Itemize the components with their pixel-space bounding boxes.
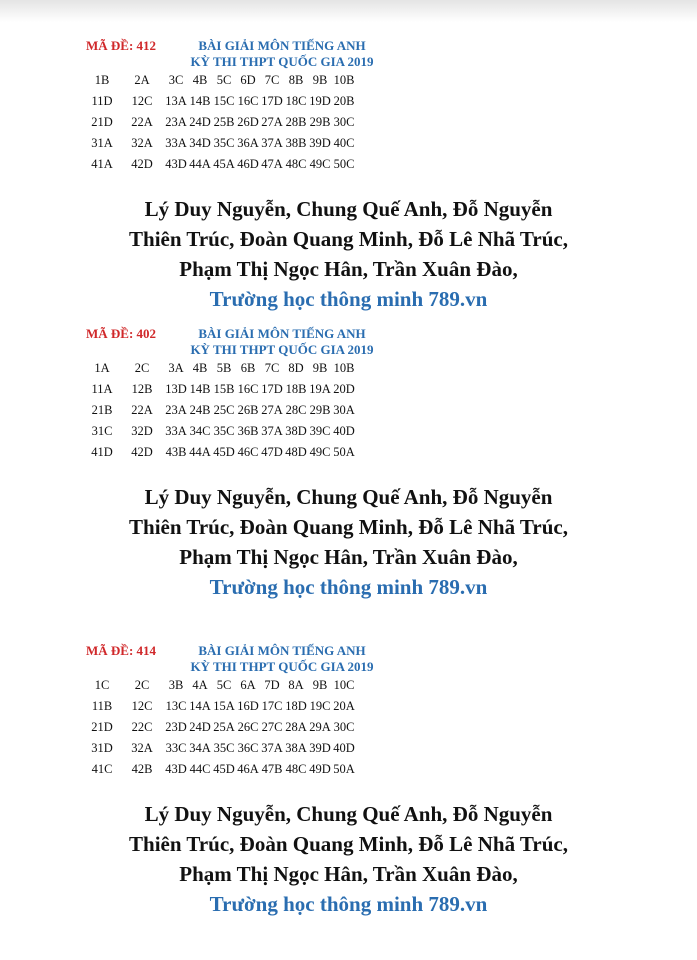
answer-row [84, 358, 356, 379]
answer-row [84, 759, 356, 780]
answer-cell: 12B [131, 382, 153, 396]
answer-cell: 23D [165, 720, 187, 734]
answer-cell: 6A [240, 678, 256, 692]
answer-cell: 35C [213, 424, 235, 438]
answer-cell: 31A [91, 136, 113, 150]
answer-cell: 8B [288, 73, 304, 87]
answer-cell: 48C [285, 762, 307, 776]
answer-cell: 41D [91, 445, 113, 459]
answer-cell: 48D [285, 445, 307, 459]
answer-cell: 14B [189, 382, 211, 396]
answer-section-412 [0, 38, 697, 311]
credit-line: Thiên Trúc, Đoàn Quang Minh, Đỗ Lê Nhã Trúc, [129, 515, 568, 539]
answer-cell: 20B [333, 94, 355, 108]
answer-cell: 14B [189, 94, 211, 108]
answer-cell: 46C [237, 445, 259, 459]
answer-cell: 35C [213, 136, 235, 150]
answer-cell: 26C [237, 720, 259, 734]
answer-row [84, 717, 356, 738]
answer-cell: 40C [333, 136, 355, 150]
answer-cell: 5C [216, 73, 232, 87]
answer-row [84, 154, 356, 175]
answer-cell: 26D [237, 115, 259, 129]
answer-cell: 50A [333, 762, 355, 776]
answer-cell: 42D [131, 445, 153, 459]
answer-cell: 10B [333, 361, 355, 375]
credit-line: Lý Duy Nguyễn, Chung Quế Anh, Đỗ Nguyễn [144, 197, 553, 221]
answer-cell: 17C [261, 699, 283, 713]
answer-cell: 30C [333, 115, 355, 129]
answer-cell: 18D [285, 699, 307, 713]
answer-cell: 36C [237, 741, 259, 755]
credit-line: Lý Duy Nguyễn, Chung Quế Anh, Đỗ Nguyễn [144, 802, 553, 826]
answer-cell: 9B [312, 678, 328, 692]
answer-cell: 4B [192, 361, 208, 375]
answer-cell: 34A [189, 741, 211, 755]
answer-cell: 18C [285, 94, 307, 108]
answer-row [84, 442, 356, 463]
section-title: BÀI GIẢI MÔN TIẾNG ANH [198, 38, 366, 53]
answer-cell: 30C [333, 720, 355, 734]
answer-cell: 37A [261, 136, 283, 150]
answer-cell: 3B [168, 678, 184, 692]
answer-cell: 15B [213, 382, 235, 396]
page-top-edge [0, 0, 697, 22]
answer-cell: 19C [309, 699, 331, 713]
answer-cell: 47D [261, 445, 283, 459]
answer-cell: 29A [309, 720, 331, 734]
school-name: Trường học thông minh 789.vn [209, 575, 488, 599]
answer-cell: 40D [333, 741, 355, 755]
answer-cell: 49D [309, 762, 331, 776]
credit-line: Thiên Trúc, Đoàn Quang Minh, Đỗ Lê Nhã Trúc, [129, 227, 568, 251]
answer-cell: 22A [131, 115, 153, 129]
answer-table [84, 70, 356, 175]
answer-cell: 11A [91, 382, 113, 396]
section-header [0, 643, 697, 679]
answer-cell: 40D [333, 424, 355, 438]
answer-cell: 9B [312, 361, 328, 375]
school-name: Trường học thông minh 789.vn [209, 287, 488, 311]
credit-line: Phạm Thị Ngọc Hân, Trần Xuân Đào, [179, 257, 518, 281]
answer-cell: 10B [333, 73, 355, 87]
answer-cell: 12C [131, 94, 153, 108]
answer-cell: 12C [131, 699, 153, 713]
answer-cell: 37A [261, 741, 283, 755]
answer-cell: 21D [91, 720, 113, 734]
answer-cell: 7D [264, 678, 280, 692]
answer-cell: 2C [134, 361, 150, 375]
answer-section-414 [0, 643, 697, 916]
answer-cell: 28A [285, 720, 307, 734]
answer-cell: 44A [189, 157, 211, 171]
credits-block [0, 799, 697, 919]
answer-cell: 27A [261, 403, 283, 417]
answer-cell: 23A [165, 403, 187, 417]
answer-cell: 16D [237, 699, 259, 713]
answer-cell: 16C [237, 94, 259, 108]
answer-cell: 17D [261, 382, 283, 396]
answer-cell: 24D [189, 720, 211, 734]
answer-cell: 4B [192, 73, 208, 87]
answer-cell: 2C [134, 678, 150, 692]
answer-cell: 36A [237, 136, 259, 150]
answer-cell: 34C [189, 424, 211, 438]
answer-cell: 21D [91, 115, 113, 129]
answer-cell: 11D [91, 94, 113, 108]
answer-cell: 43B [165, 445, 187, 459]
answer-cell: 29B [309, 115, 331, 129]
exam-code: MÃ ĐỀ: 412 [86, 38, 157, 53]
exam-code: MÃ ĐỀ: 402 [86, 326, 157, 341]
answer-cell: 3A [168, 361, 184, 375]
answer-row [84, 696, 356, 717]
answer-cell: 38B [285, 136, 307, 150]
answer-row [84, 133, 356, 154]
answer-cell: 39C [309, 424, 331, 438]
answer-cell: 45D [213, 762, 235, 776]
credit-line: Phạm Thị Ngọc Hân, Trần Xuân Đào, [179, 862, 518, 886]
answer-cell: 25B [213, 115, 235, 129]
answer-row [84, 91, 356, 112]
exam-code: MÃ ĐỀ: 414 [86, 643, 157, 658]
answer-table [84, 675, 356, 780]
answer-row [84, 675, 356, 696]
answer-cell: 31C [91, 424, 113, 438]
answer-cell: 28B [285, 115, 307, 129]
answer-cell: 47B [261, 762, 283, 776]
answer-cell: 48C [285, 157, 307, 171]
answer-cell: 1C [94, 678, 110, 692]
answer-cell: 30A [333, 403, 355, 417]
credit-line: Lý Duy Nguyễn, Chung Quế Anh, Đỗ Nguyễn [144, 485, 553, 509]
answer-cell: 10C [333, 678, 355, 692]
answer-section-402 [0, 326, 697, 599]
answer-cell: 2A [134, 73, 150, 87]
answer-cell: 1A [94, 361, 110, 375]
section-subtitle: KỲ THI THPT QUỐC GIA 2019 [190, 54, 374, 69]
answer-cell: 33A [165, 136, 187, 150]
answer-cell: 38A [285, 741, 307, 755]
answer-cell: 46D [237, 157, 259, 171]
answer-cell: 27A [261, 115, 283, 129]
credit-line: Phạm Thị Ngọc Hân, Trần Xuân Đào, [179, 545, 518, 569]
answer-cell: 38D [285, 424, 307, 438]
answer-cell: 34D [189, 136, 211, 150]
credits-block [0, 194, 697, 314]
answer-cell: 41A [91, 157, 113, 171]
answer-cell: 29B [309, 403, 331, 417]
answer-row [84, 70, 356, 91]
answer-cell: 42D [131, 157, 153, 171]
answer-cell: 16C [237, 382, 259, 396]
school-name: Trường học thông minh 789.vn [209, 892, 488, 916]
answer-cell: 4A [192, 678, 208, 692]
answer-cell: 47A [261, 157, 283, 171]
answer-cell: 5B [216, 361, 232, 375]
answer-cell: 45A [213, 157, 235, 171]
answer-cell: 20A [333, 699, 355, 713]
answer-cell: 28C [285, 403, 307, 417]
answer-cell: 24D [189, 115, 211, 129]
answer-cell: 13A [165, 94, 187, 108]
credit-line: Thiên Trúc, Đoàn Quang Minh, Đỗ Lê Nhã Trúc, [129, 832, 568, 856]
answer-cell: 36B [237, 424, 259, 438]
section-header [0, 38, 697, 74]
answer-cell: 26B [237, 403, 259, 417]
answer-cell: 25A [213, 720, 235, 734]
answer-cell: 35C [213, 741, 235, 755]
answer-cell: 32D [131, 424, 153, 438]
answer-cell: 33A [165, 424, 187, 438]
section-title: BÀI GIẢI MÔN TIẾNG ANH [198, 326, 366, 341]
answer-cell: 44C [189, 762, 211, 776]
answer-cell: 25C [213, 403, 235, 417]
answer-cell: 37A [261, 424, 283, 438]
answer-cell: 17D [261, 94, 283, 108]
answer-cell: 49C [309, 157, 331, 171]
answer-cell: 22C [131, 720, 153, 734]
answer-cell: 43D [165, 762, 187, 776]
section-subtitle: KỲ THI THPT QUỐC GIA 2019 [190, 342, 374, 357]
answer-cell: 20D [333, 382, 355, 396]
answer-cell: 44A [189, 445, 211, 459]
answer-cell: 32A [131, 741, 153, 755]
answer-cell: 19A [309, 382, 331, 396]
answer-cell: 9B [312, 73, 328, 87]
answer-cell: 3C [168, 73, 184, 87]
answer-cell: 13D [165, 382, 187, 396]
answer-cell: 39D [309, 136, 331, 150]
answer-cell: 22A [131, 403, 153, 417]
answer-cell: 15C [213, 94, 235, 108]
answer-cell: 31D [91, 741, 113, 755]
answer-cell: 14A [189, 699, 211, 713]
answer-cell: 43D [165, 157, 187, 171]
answer-cell: 1B [94, 73, 110, 87]
answer-cell: 49C [309, 445, 331, 459]
answer-cell: 13C [165, 699, 187, 713]
answer-cell: 50C [333, 157, 355, 171]
answer-cell: 41C [91, 762, 113, 776]
answer-cell: 27C [261, 720, 283, 734]
answer-row [84, 379, 356, 400]
answer-cell: 46A [237, 762, 259, 776]
answer-cell: 32A [131, 136, 153, 150]
answer-cell: 45D [213, 445, 235, 459]
section-title: BÀI GIẢI MÔN TIẾNG ANH [198, 643, 366, 658]
answer-cell: 24B [189, 403, 211, 417]
answer-table [84, 358, 356, 463]
answer-cell: 19D [309, 94, 331, 108]
answer-cell: 7C [264, 361, 280, 375]
answer-row [84, 400, 356, 421]
answer-cell: 8A [288, 678, 304, 692]
answer-row [84, 112, 356, 133]
credits-block [0, 482, 697, 602]
answer-cell: 39D [309, 741, 331, 755]
section-subtitle: KỲ THI THPT QUỐC GIA 2019 [190, 659, 374, 674]
answer-cell: 5C [216, 678, 232, 692]
answer-cell: 50A [333, 445, 355, 459]
answer-cell: 11B [91, 699, 113, 713]
answer-cell: 23A [165, 115, 187, 129]
answer-cell: 7C [264, 73, 280, 87]
answer-cell: 15A [213, 699, 235, 713]
answer-cell: 33C [165, 741, 187, 755]
answer-cell: 21B [91, 403, 113, 417]
answer-cell: 42B [131, 762, 153, 776]
answer-cell: 18B [285, 382, 307, 396]
answer-row [84, 421, 356, 442]
answer-cell: 6B [240, 361, 256, 375]
answer-cell: 6D [240, 73, 256, 87]
section-header [0, 326, 697, 362]
answer-cell: 8D [288, 361, 304, 375]
answer-row [84, 738, 356, 759]
